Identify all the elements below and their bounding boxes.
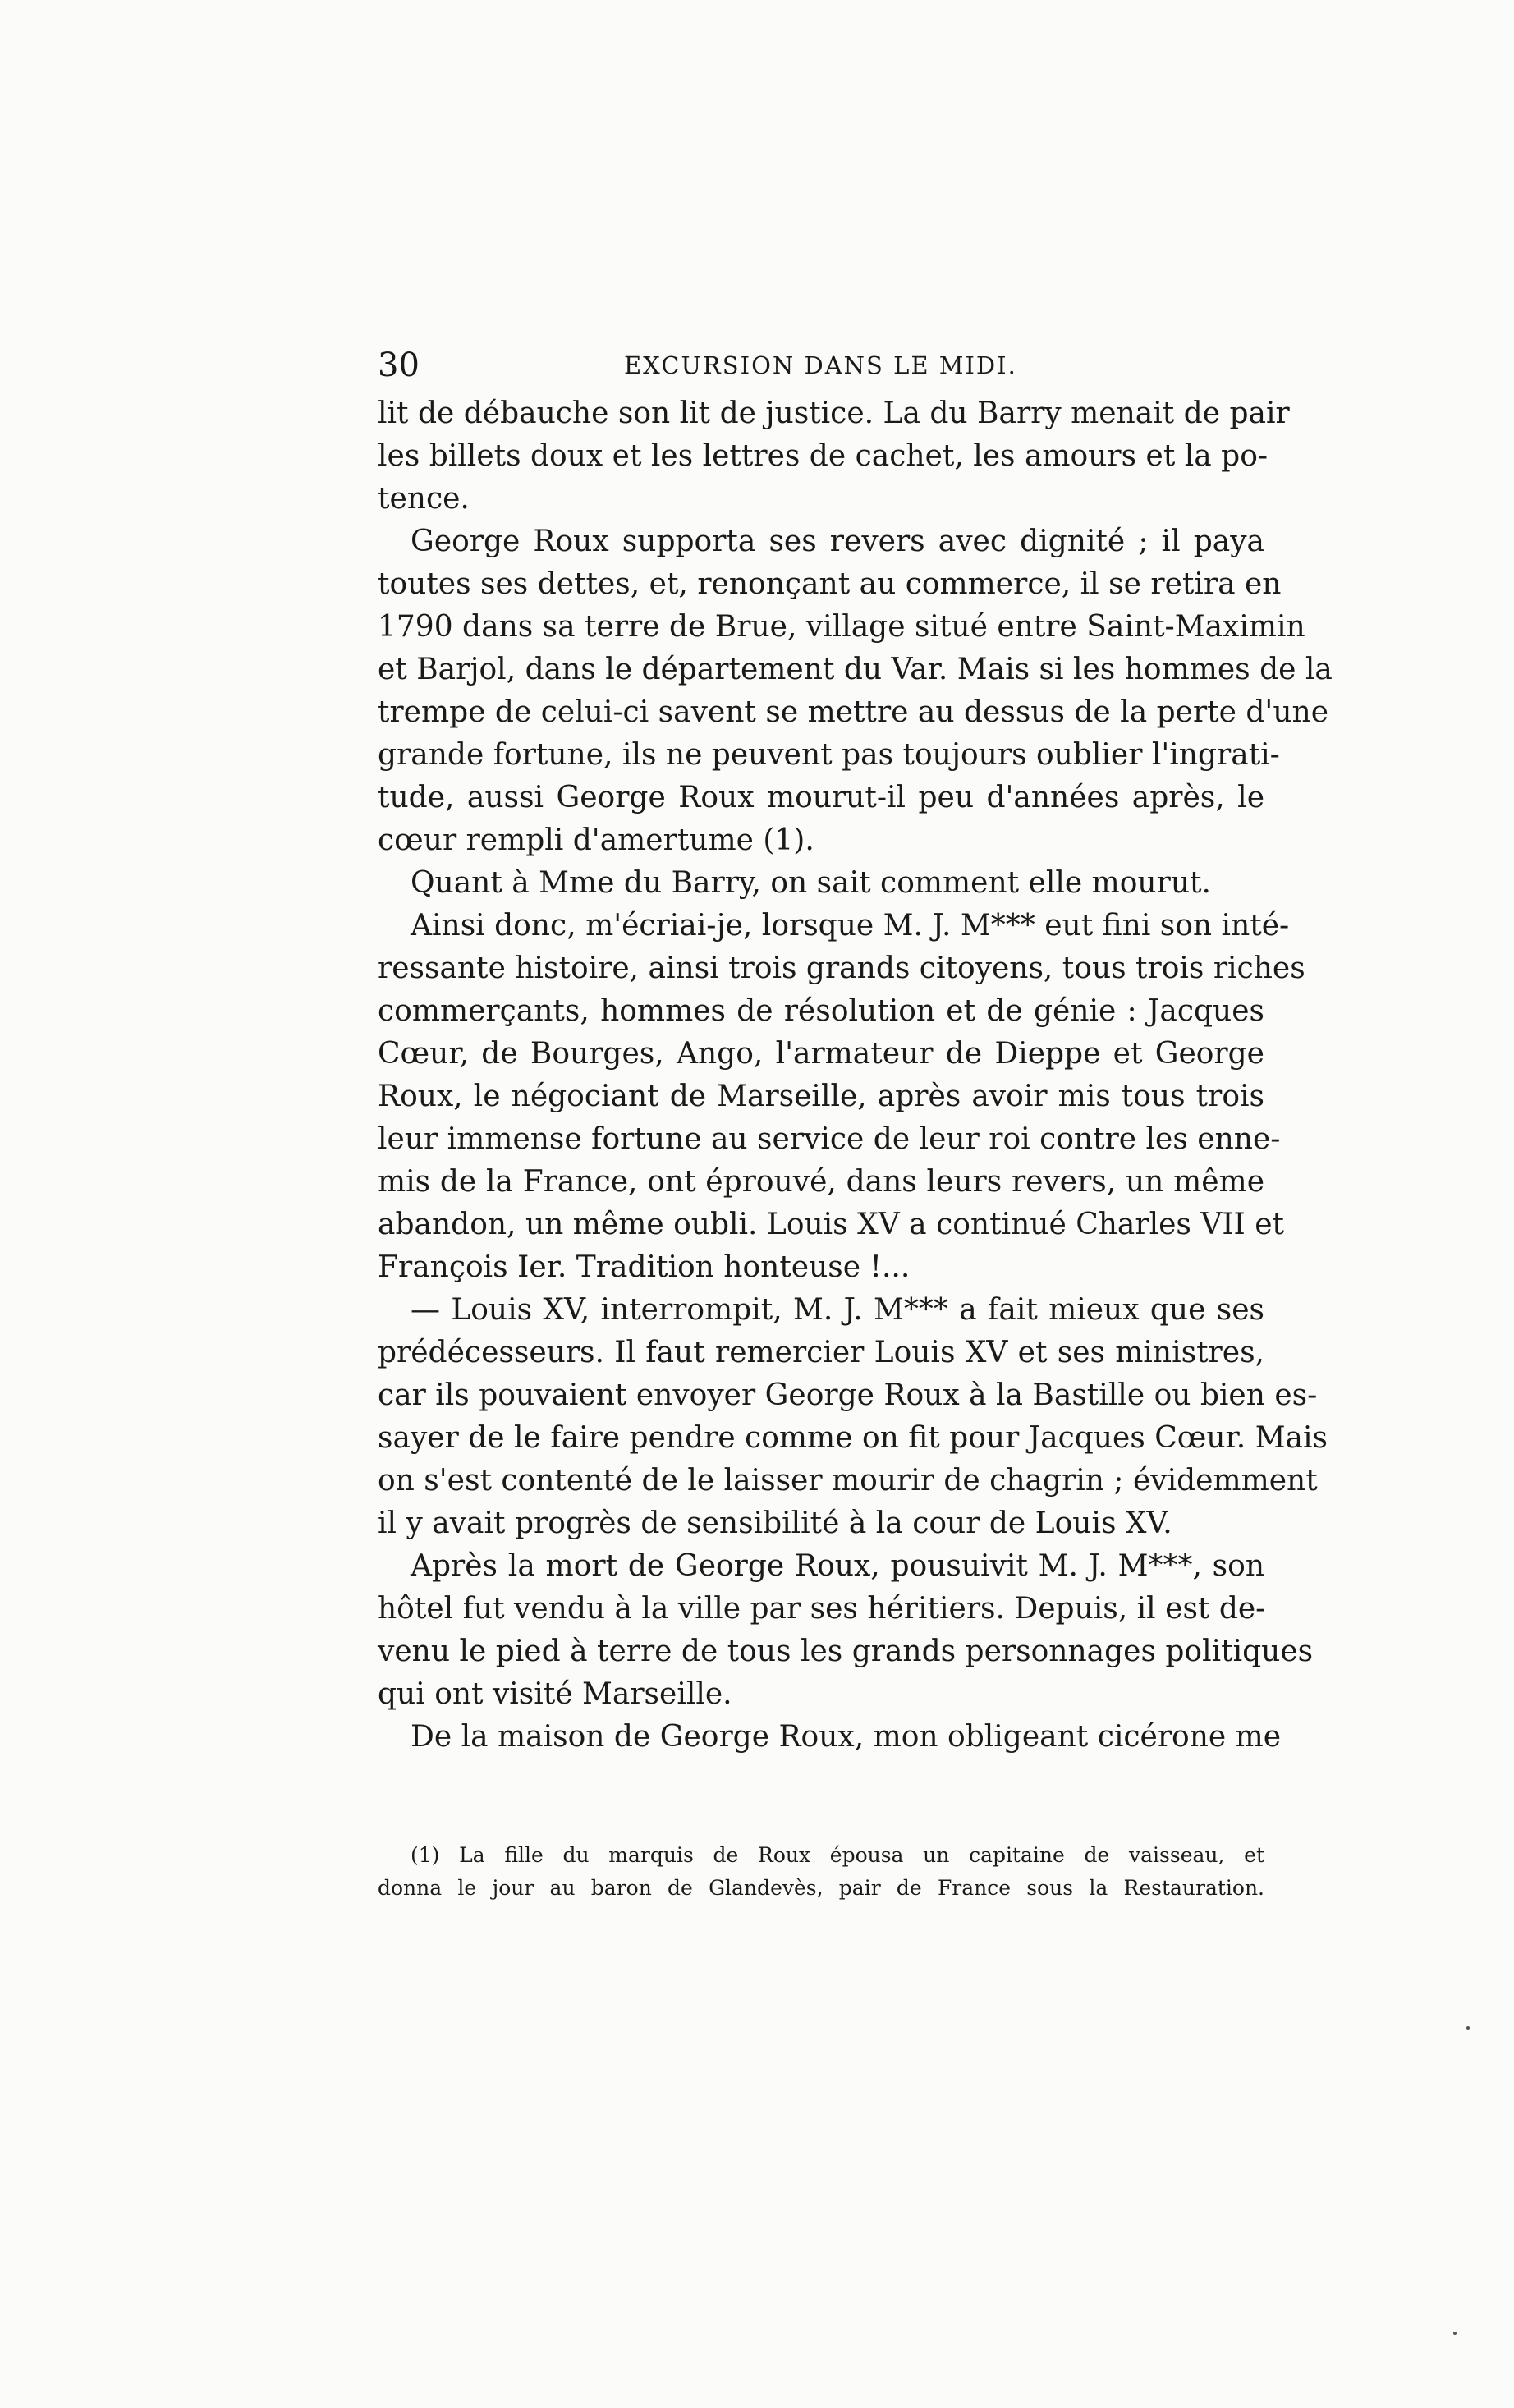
text-line: venu le pied à terre de tous les grands personnages politiques <box>378 1635 1314 1668</box>
text-line: François Ier. Tradition honteuse !... <box>378 1250 911 1284</box>
text-line: il y avait progrès de sensibilité à la cour de Louis XV. <box>378 1507 1172 1540</box>
text-line: qui ont visité Marseille. <box>378 1677 732 1711</box>
text-line: De la maison de George Roux, mon obligeant cicérone me <box>411 1720 1282 1754</box>
text-line: abandon, un même oubli. Louis XV a continué Charles VII et <box>378 1208 1284 1241</box>
page-header <box>378 341 1281 390</box>
footnote-line: donna le jour au baron de Glandevès, pair de France sous la Restauration. <box>378 1876 1264 1900</box>
paper-speck <box>1466 2026 1470 2030</box>
page-number: 30 <box>378 346 420 384</box>
text-line: George Roux supporta ses revers avec dignité ; il paya <box>411 525 1264 558</box>
text-line: Ainsi donc, m'écriai-je, lorsque M. J. M*** eut fini son inté- <box>411 909 1290 943</box>
text-line: on s'est contenté de le laisser mourir de chagrin ; évidemment <box>378 1464 1318 1498</box>
text-line: lit de débauche son lit de justice. La du Barry menait de pair <box>378 397 1290 430</box>
text-line: sayer de le faire pendre comme on fit pour Jacques Cœur. Mais <box>378 1421 1328 1455</box>
text-line: Cœur, de Bourges, Ango, l'armateur de Dieppe et George <box>378 1037 1264 1071</box>
footnote <box>378 1839 1264 1905</box>
text-line: car ils pouvaient envoyer George Roux à la Bastille ou bien es- <box>378 1378 1318 1412</box>
footnote-line: (1) La fille du marquis de Roux épousa un capitaine de vaisseau, et <box>411 1843 1264 1867</box>
running-head: EXCURSION DANS LE MIDI. <box>624 351 1017 379</box>
text-line: commerçants, hommes de résolution et de génie : Jacques <box>378 994 1264 1028</box>
paper-speck <box>1453 2332 1457 2335</box>
text-line: trempe de celui-ci savent se mettre au dessus de la perte d'une <box>378 695 1328 729</box>
text-line: mis de la France, ont éprouvé, dans leurs revers, un même <box>378 1165 1264 1199</box>
text-line: toutes ses dettes, et, renonçant au commerce, il se retira en <box>378 567 1282 601</box>
text-line: et Barjol, dans le département du Var. Mais si les hommes de la <box>378 653 1333 686</box>
text-line: hôtel fut vendu à la ville par ses héritiers. Depuis, il est de- <box>378 1592 1266 1626</box>
text-line: ressante histoire, ainsi trois grands citoyens, tous trois riches <box>378 952 1305 985</box>
text-line: Roux, le négociant de Marseille, après avoir mis tous trois <box>378 1080 1264 1113</box>
text-line: 1790 dans sa terre de Brue, village situé entre Saint-Maximin <box>378 610 1305 644</box>
text-line: tence. <box>378 482 470 516</box>
text-line: prédécesseurs. Il faut remercier Louis XV et ses ministres, <box>378 1336 1264 1369</box>
text-line: tude, aussi George Roux mourut-il peu d'années après, le <box>378 781 1264 814</box>
text-line: — Louis XV, interrompit, M. J. M*** a fait mieux que ses <box>411 1293 1264 1327</box>
text-line: grande fortune, ils ne peuvent pas toujours oublier l'ingrati- <box>378 738 1280 772</box>
body-text <box>378 392 1333 1759</box>
text-line: cœur rempli d'amertume (1). <box>378 823 814 857</box>
text-line: Après la mort de George Roux, pousuivit M. J. M***, son <box>411 1549 1264 1583</box>
text-line: leur immense fortune au service de leur roi contre les enne- <box>378 1122 1281 1156</box>
text-line: les billets doux et les lettres de cachet, les amours et la po- <box>378 439 1269 473</box>
text-line: Quant à Mme du Barry, on sait comment elle mourut. <box>411 866 1211 900</box>
